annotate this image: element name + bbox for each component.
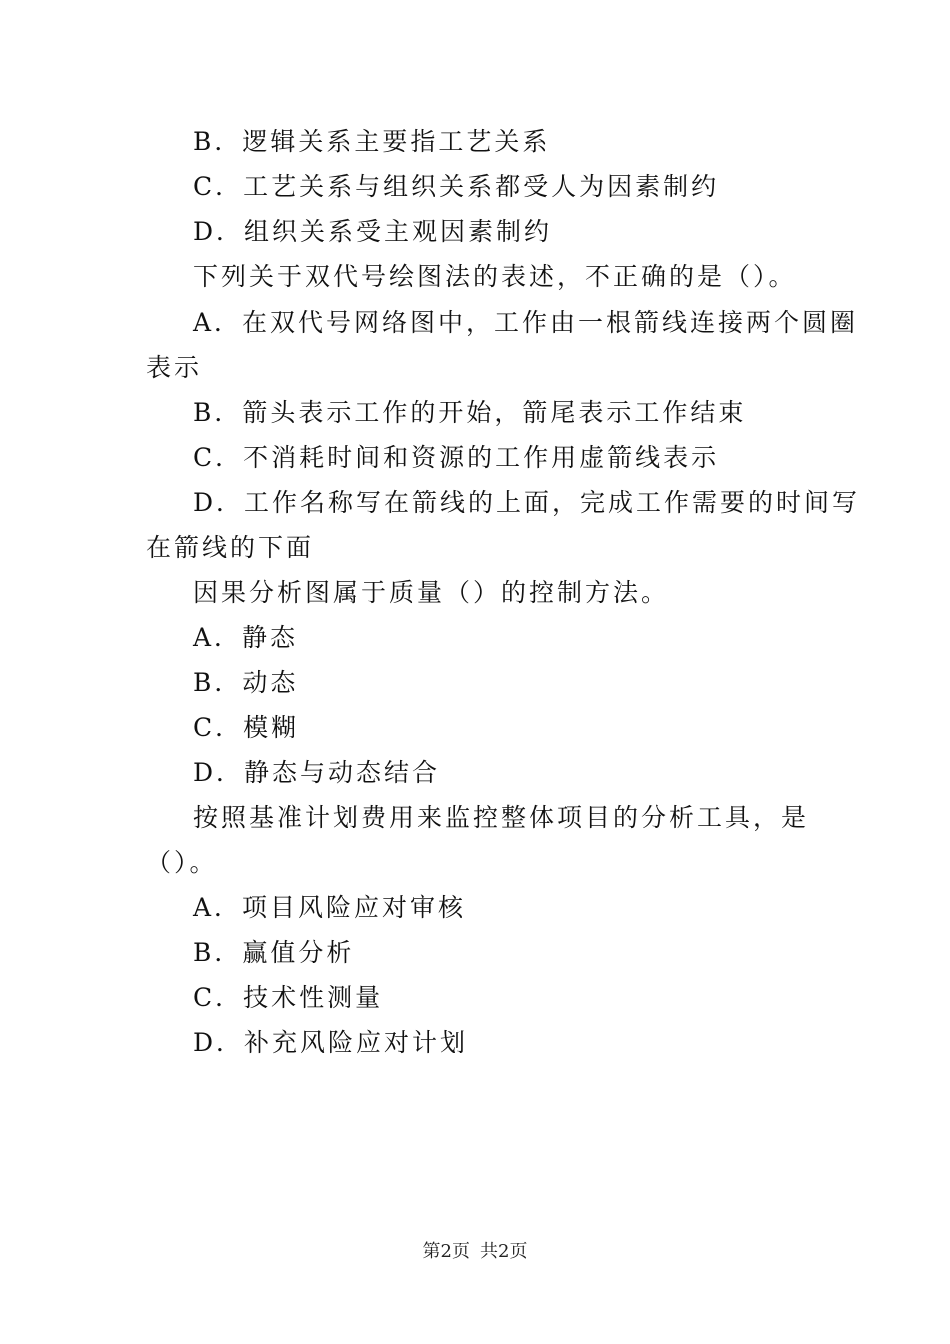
option-d-q1: D．组织关系受主观因素制约 [193,217,553,246]
question-4-stem-continued: （）。 [146,848,218,877]
option-b-q3: B．动态 [193,668,299,697]
page-number: 第2页 [422,1241,470,1262]
page-footer [0,1240,950,1264]
question-2-stem: 下列关于双代号绘图法的表述，不正确的是（）。 [193,262,797,291]
option-c-q1: C．工艺关系与组织关系都受人为因素制约 [193,172,720,201]
option-a-q4: A．项目风险应对审核 [193,893,467,922]
question-4-stem: 按照基准计划费用来监控整体项目的分析工具，是 [193,803,810,832]
option-a-q2: A．在双代号网络图中，工作由一根箭线连接两个圆圈 [193,308,859,337]
option-b-q4: B．赢值分析 [193,938,355,967]
option-d-q3: D．静态与动态结合 [193,758,441,787]
question-3-stem: 因果分析图属于质量（）的控制方法。 [193,578,670,607]
page-total: 共2页 [480,1241,528,1262]
option-b-q1: B．逻辑关系主要指工艺关系 [193,127,551,156]
option-d-q4: D．补充风险应对计划 [193,1028,469,1057]
option-c-q3: C．模糊 [193,713,300,742]
option-c-q2: C．不消耗时间和资源的工作用虚箭线表示 [193,443,720,472]
option-d-q2: D．工作名称写在箭线的上面，完成工作需要的时间写 [193,488,861,517]
option-b-q2: B．箭头表示工作的开始，箭尾表示工作结束 [193,398,747,427]
option-c-q4: C．技术性测量 [193,983,384,1012]
option-d-q2-continued: 在箭线的下面 [146,533,315,562]
option-a-q2-continued: 表示 [146,353,203,382]
option-a-q3: A．静态 [193,623,299,652]
